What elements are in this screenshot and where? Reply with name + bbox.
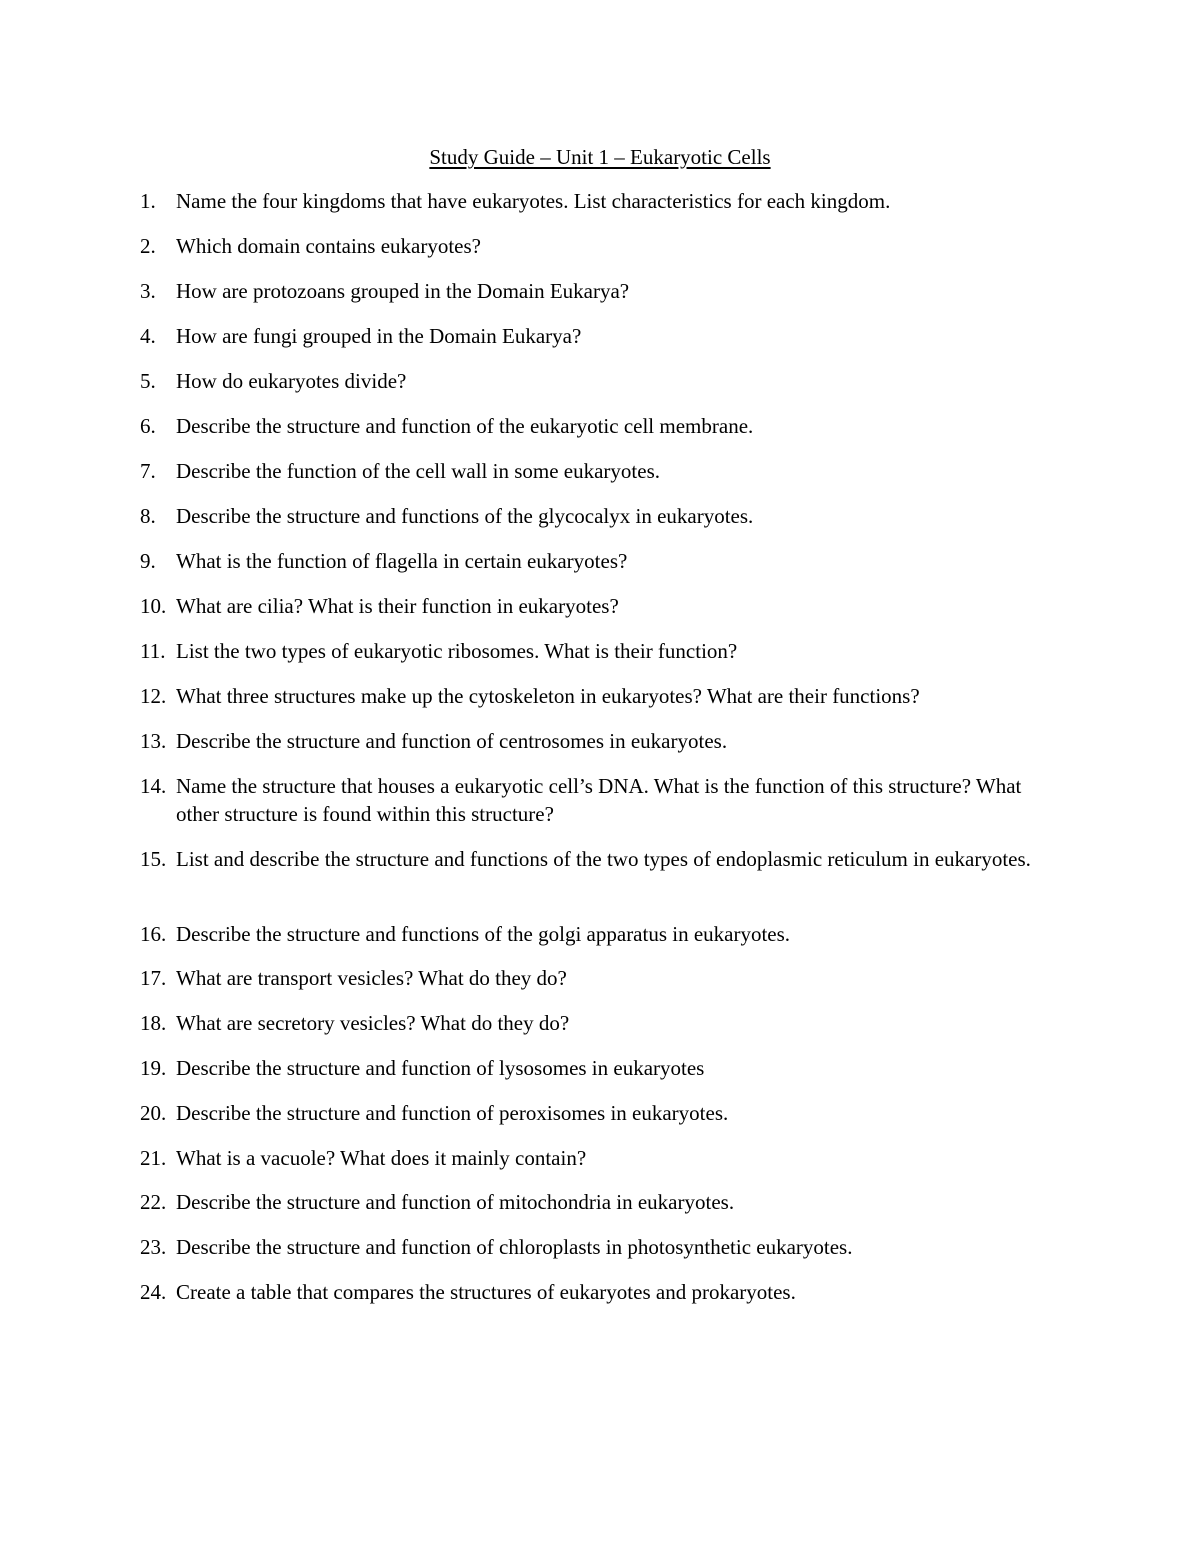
question-item [140, 457, 1040, 485]
question-item [140, 232, 1040, 260]
question-number: 4. [140, 324, 156, 348]
question-item [140, 322, 1040, 350]
question-number: 9. [140, 549, 156, 573]
question-item [140, 592, 1040, 620]
question-number: 19. [140, 1056, 167, 1080]
question-number: 5. [140, 369, 156, 393]
question-text: How do eukaryotes divide? [176, 369, 407, 393]
question-text: Name the structure that houses a eukaryotic cell’s DNA. What is the function of this structure? What other structure is found within this structure? [176, 774, 1022, 826]
question-text: How are protozoans grouped in the Domain Eukarya? [176, 279, 630, 303]
question-text: Describe the structure and function of the eukaryotic cell membrane. [176, 414, 754, 438]
question-number: 17. [140, 966, 167, 990]
question-number: 6. [140, 414, 156, 438]
page-title [0, 143, 1200, 171]
question-number: 11. [140, 639, 166, 663]
question-item [140, 920, 1040, 948]
question-text: Describe the structure and function of lysosomes in eukaryotes [176, 1056, 705, 1080]
question-number: 7. [140, 459, 156, 483]
question-item [140, 727, 1040, 755]
question-text: Describe the structure and functions of the glycocalyx in eukaryotes. [176, 504, 754, 528]
page-title-text: Study Guide – Unit 1 – Eukaryotic Cells [429, 145, 771, 169]
question-item [140, 277, 1040, 305]
question-text: Describe the function of the cell wall in some eukaryotes. [176, 459, 661, 483]
question-item [140, 637, 1040, 665]
question-number: 13. [140, 729, 167, 753]
question-text: Describe the structure and function of peroxisomes in eukaryotes. [176, 1101, 729, 1125]
question-number: 3. [140, 279, 156, 303]
question-number: 18. [140, 1011, 167, 1035]
question-number: 2. [140, 234, 156, 258]
question-text: How are fungi grouped in the Domain Eukarya? [176, 324, 582, 348]
question-item [140, 187, 1040, 215]
question-item [140, 367, 1040, 395]
question-text: Which domain contains eukaryotes? [176, 234, 481, 258]
question-item [140, 682, 1040, 710]
question-text: Describe the structure and function of mitochondria in eukaryotes. [176, 1190, 735, 1214]
question-item [140, 1099, 1040, 1127]
question-item [140, 412, 1040, 440]
question-text: What are secretory vesicles? What do they do? [176, 1011, 570, 1035]
question-number: 10. [140, 594, 167, 618]
question-number: 20. [140, 1101, 167, 1125]
question-text: What is a vacuole? What does it mainly contain? [176, 1146, 587, 1170]
question-text: Describe the structure and function of centrosomes in eukaryotes. [176, 729, 728, 753]
question-number: 22. [140, 1190, 167, 1214]
question-text: Name the four kingdoms that have eukaryotes. List characteristics for each kingdom. [176, 189, 891, 213]
question-item [140, 547, 1040, 575]
question-item [140, 1278, 1040, 1306]
question-item [140, 1144, 1040, 1172]
question-text: Describe the structure and function of chloroplasts in photosynthetic eukaryotes. [176, 1235, 853, 1259]
question-item [140, 772, 1040, 828]
question-number: 14. [140, 774, 167, 798]
question-text: What three structures make up the cytoskeleton in eukaryotes? What are their functions? [176, 684, 920, 708]
question-number: 21. [140, 1146, 167, 1170]
question-item [140, 502, 1040, 530]
question-number: 15. [140, 847, 167, 871]
question-item [140, 964, 1040, 992]
question-text: What is the function of flagella in certain eukaryotes? [176, 549, 628, 573]
question-text: What are cilia? What is their function in eukaryotes? [176, 594, 619, 618]
question-text: Describe the structure and functions of the golgi apparatus in eukaryotes. [176, 922, 791, 946]
question-item [140, 1054, 1040, 1082]
question-item [140, 845, 1040, 873]
question-number: 1. [140, 189, 156, 213]
question-text: What are transport vesicles? What do they do? [176, 966, 567, 990]
question-item [140, 1233, 1040, 1261]
question-number: 23. [140, 1235, 167, 1259]
question-item [140, 1009, 1040, 1037]
question-text: List and describe the structure and functions of the two types of endoplasmic reticulum in eukaryotes. [176, 847, 1031, 871]
question-number: 24. [140, 1280, 167, 1304]
question-number: 12. [140, 684, 167, 708]
question-number: 16. [140, 922, 167, 946]
question-text: Create a table that compares the structures of eukaryotes and prokaryotes. [176, 1280, 796, 1304]
question-item [140, 1188, 1040, 1216]
question-number: 8. [140, 504, 156, 528]
question-text: List the two types of eukaryotic ribosomes. What is their function? [176, 639, 738, 663]
